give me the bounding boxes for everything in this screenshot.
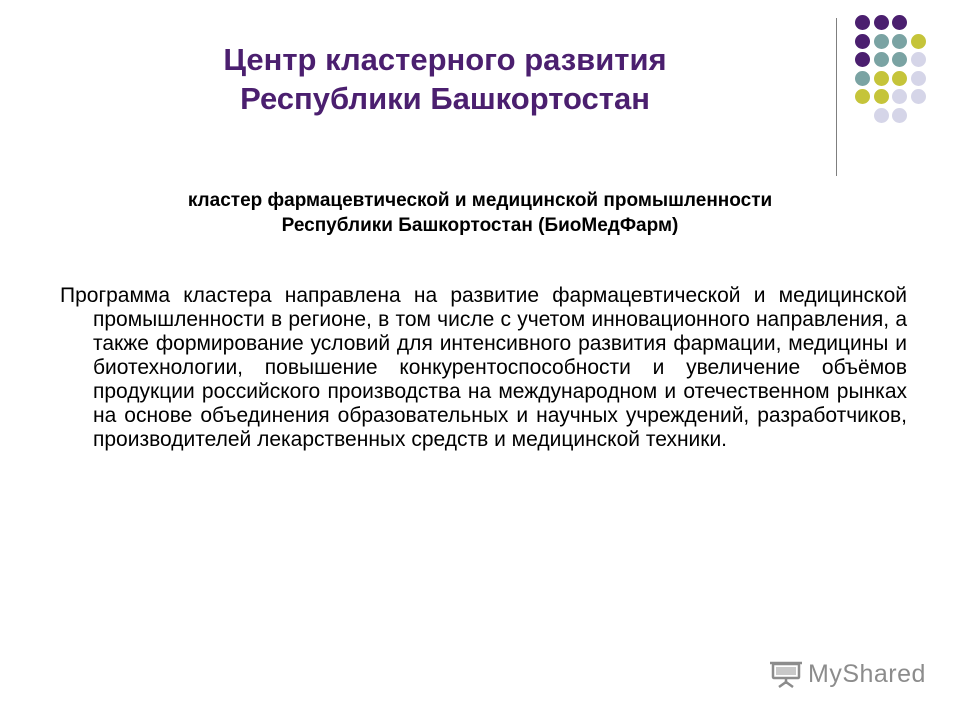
decorative-dot bbox=[892, 15, 907, 30]
decorative-dot bbox=[911, 52, 926, 67]
decorative-dot bbox=[855, 15, 870, 30]
decorative-dot bbox=[892, 34, 907, 49]
decorative-dot bbox=[892, 71, 907, 86]
watermark-logo bbox=[770, 658, 926, 690]
decorative-dot bbox=[855, 89, 870, 104]
decorative-dot bbox=[892, 89, 907, 104]
presentation-icon bbox=[770, 660, 804, 688]
decorative-dot bbox=[855, 34, 870, 49]
decorative-dot bbox=[874, 52, 889, 67]
slide-subtitle bbox=[60, 188, 900, 238]
slide-title-line1: Центр кластерного развития bbox=[223, 42, 667, 77]
decorative-dot bbox=[874, 89, 889, 104]
slide-subtitle-line1: кластер фармацевтической и медицинской промышленности bbox=[187, 190, 773, 211]
slide-subtitle-line2: Республики Башкортостан (БиоМедФарм) bbox=[281, 215, 679, 236]
slide-title bbox=[130, 40, 760, 118]
slide-body-text: Программа кластера направлена на развитие фармацевтической и медицинской промышленности в регионе, в том числе с учетом инновационного направления, а также формирование условий для интенсивного развития фармации, медицины и биотехнологии, повышение конкурентоспособности и увеличение объёмов продукции российского производства на международном и отечественном рынках на основе объединения образовательных и научных учреждений, разработчиков, производителей лекарственных средств и медицинской техники. bbox=[60, 284, 907, 451]
vertical-divider bbox=[836, 18, 837, 176]
decorative-dot bbox=[892, 108, 907, 123]
decorative-dot bbox=[855, 52, 870, 67]
watermark-text: MyShared bbox=[808, 659, 926, 688]
decorative-dot bbox=[874, 15, 889, 30]
decorative-dot bbox=[874, 71, 889, 86]
slide-title-line2: Республики Башкортостан bbox=[240, 81, 650, 116]
decorative-dot bbox=[911, 89, 926, 104]
decorative-dot bbox=[874, 34, 889, 49]
decorative-dot bbox=[911, 34, 926, 49]
decorative-dot bbox=[855, 71, 870, 86]
decorative-dot bbox=[874, 108, 889, 123]
decorative-dot bbox=[911, 71, 926, 86]
decorative-dot bbox=[892, 52, 907, 67]
